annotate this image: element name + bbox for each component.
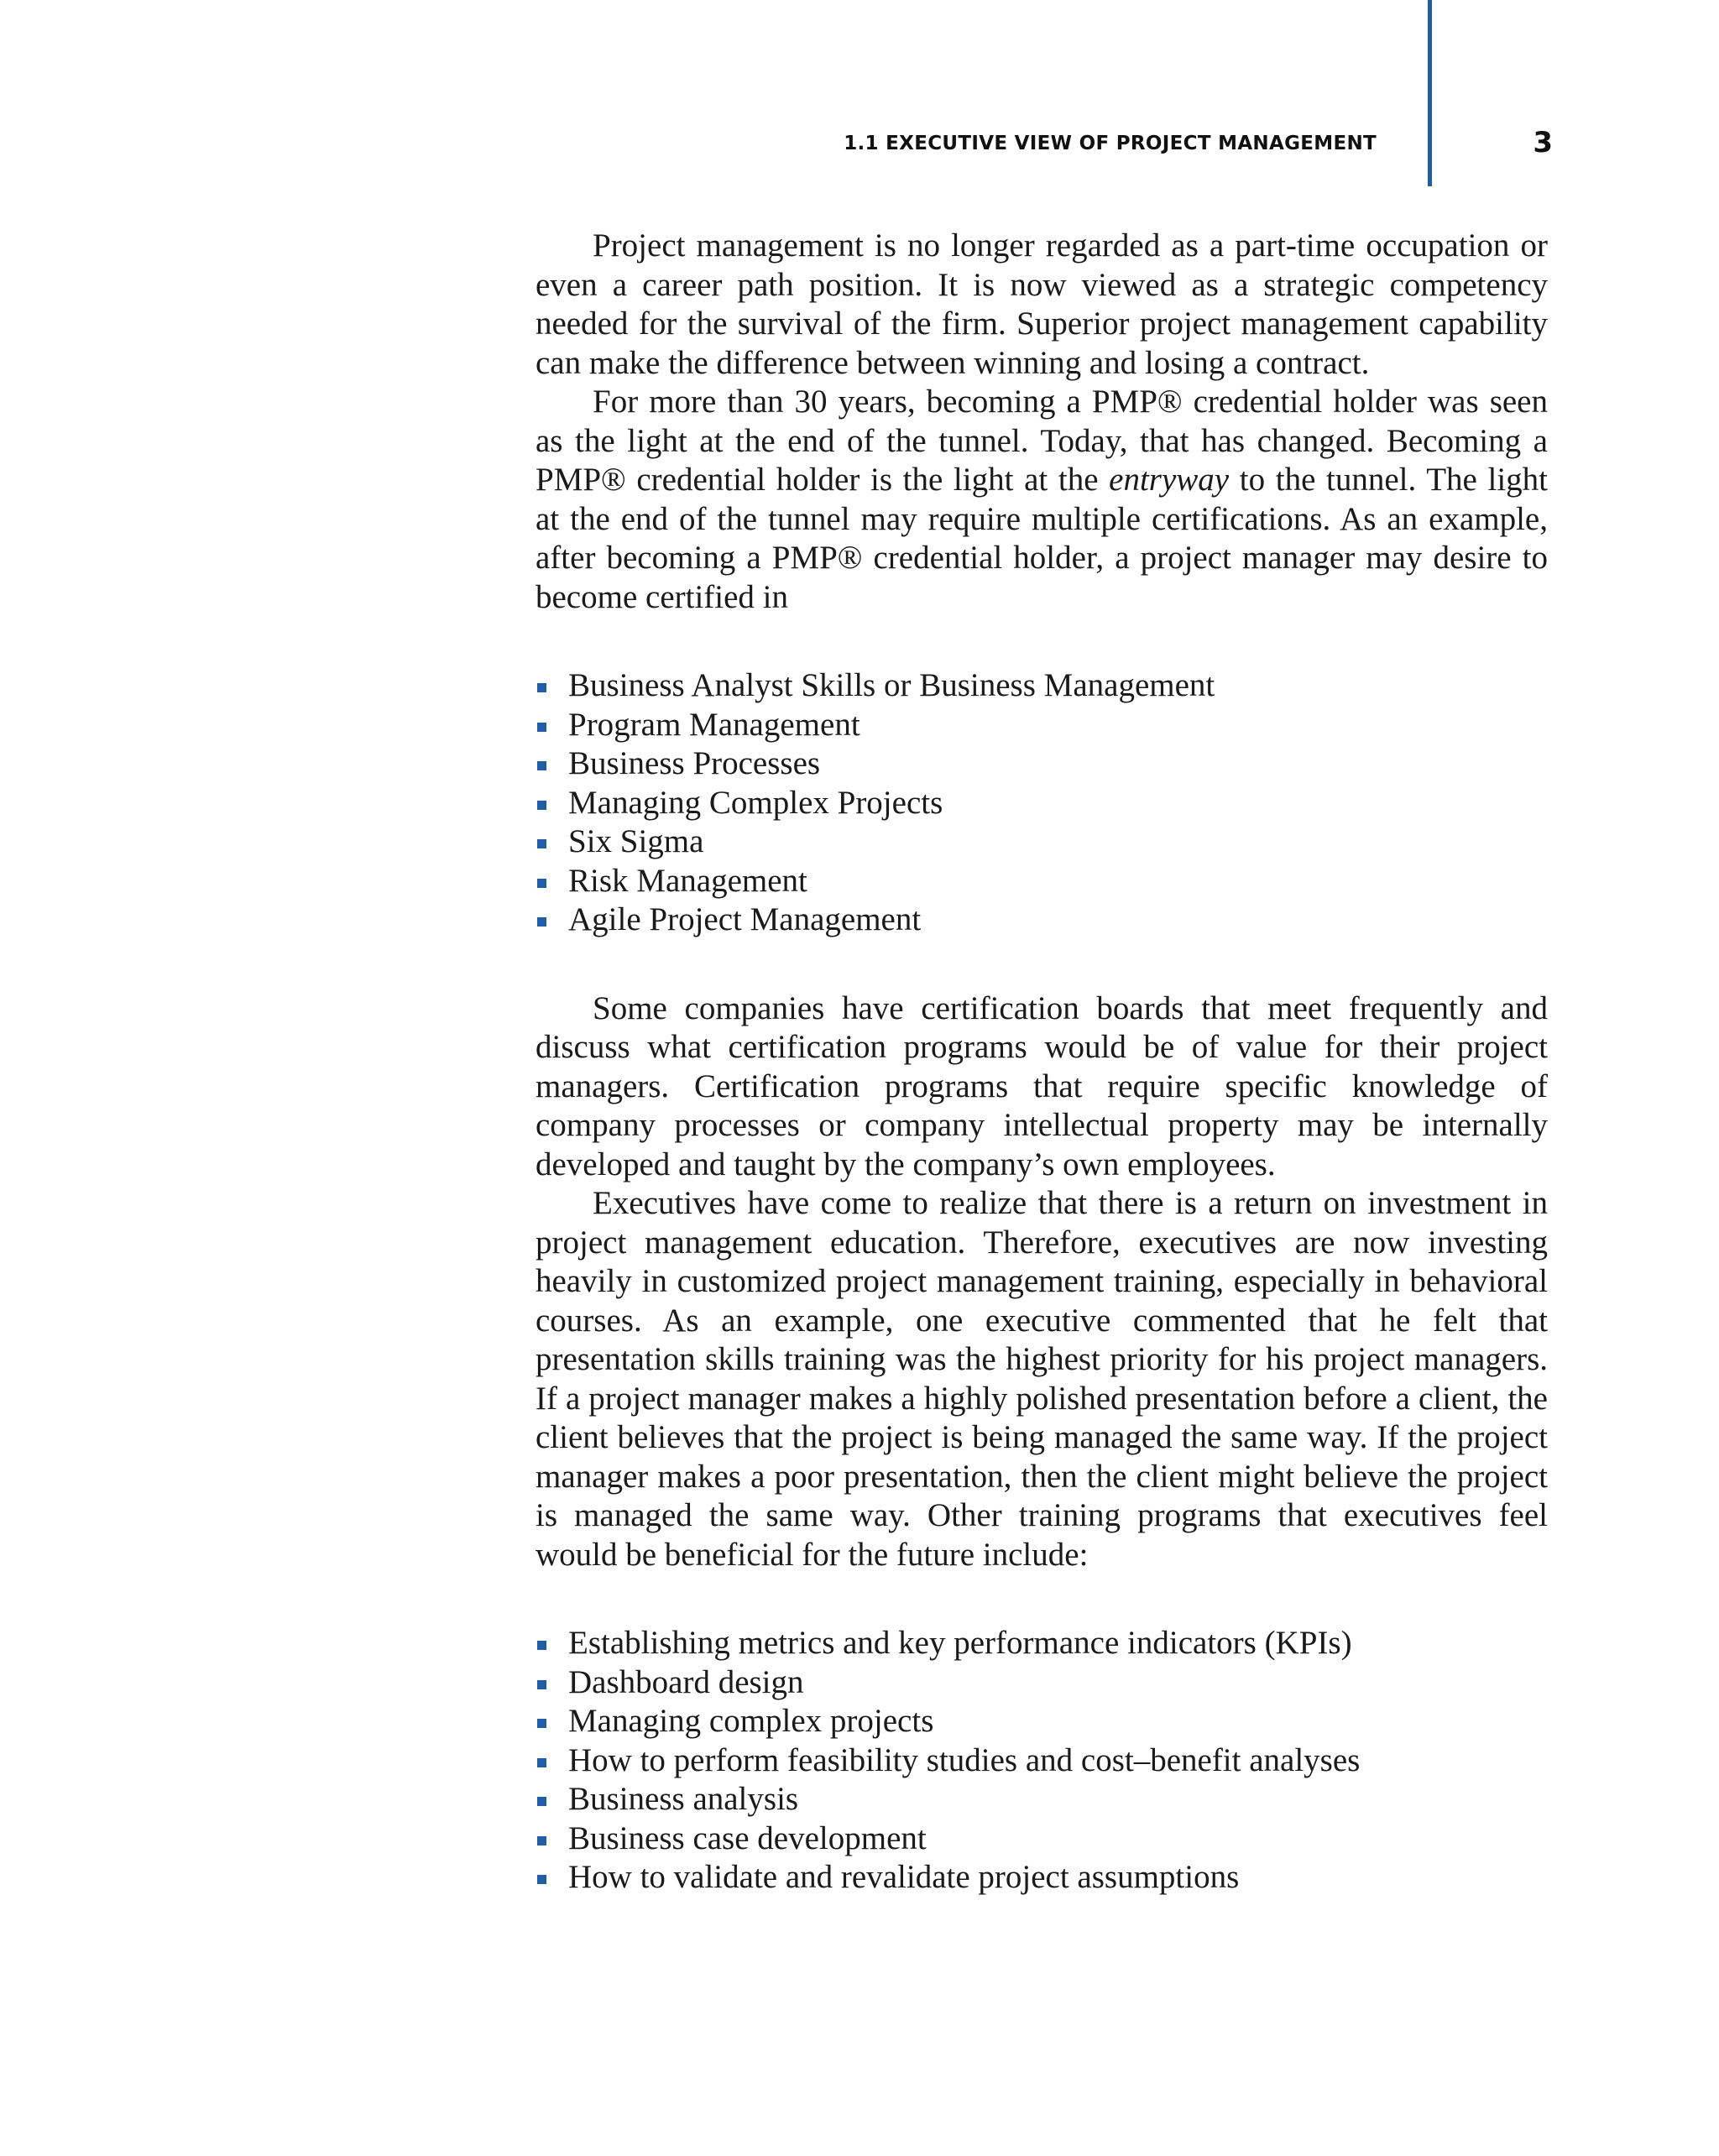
bullet-square-icon (537, 839, 546, 848)
emphasis-text: entryway (1109, 462, 1230, 498)
list-item: Business analysis (536, 1780, 1548, 1819)
paragraph: Some companies have certification boards that meet frequently and discuss what certification programs would be of value for their project managers. Certification programs that require specific knowledge of company processes or company intellectual property may be internally developed and taught by the company’s own employees. (536, 989, 1548, 1182)
bullet-square-icon (537, 1680, 546, 1689)
bullet-square-icon (537, 683, 546, 692)
bullet-square-icon (537, 1758, 546, 1767)
list-item: Managing complex projects (536, 1702, 1548, 1741)
bullet-square-icon (537, 1836, 546, 1845)
list-item: Managing Complex Projects (536, 784, 1548, 823)
bullet-square-icon (537, 917, 546, 927)
list-item: How to perform feasibility studies and cost–benefit analyses (536, 1741, 1548, 1781)
paragraph: For more than 30 years, becoming a PMP® credential holder was seen as the light at the end of the tunnel. Today, that has changed. Becoming a PMP® credential holder is the light at the entryway to the tunnel. The light at the end of the tunnel may require multiple certifications. As an example, after becoming a PMP® credential holder, a project manager may desire to become certified in (536, 384, 1548, 615)
bullet-square-icon (537, 761, 546, 770)
list-item: Program Management (536, 706, 1548, 745)
training-list (536, 1624, 1548, 1898)
bullet-square-icon (537, 1641, 546, 1650)
bullet-square-icon (537, 801, 546, 810)
certification-list (536, 666, 1548, 940)
body-text (536, 227, 1548, 1898)
list-item: Business Analyst Skills or Business Management (536, 666, 1548, 706)
list-item: Dashboard design (536, 1663, 1548, 1703)
header-divider-rule (1428, 0, 1432, 186)
list-item: Establishing metrics and key performance indicators (KPIs) (536, 1624, 1548, 1663)
bullet-square-icon (537, 1797, 546, 1806)
paragraph: Project management is no longer regarded as a part-time occupation or even a career path position. It is now viewed as a strategic competency needed for the survival of the firm. Superior project management capability can make the difference between winning and losing a contract. (536, 227, 1548, 381)
list-item: Agile Project Management (536, 901, 1548, 940)
page-number: 3 (1533, 126, 1553, 159)
bullet-square-icon (537, 1719, 546, 1728)
list-item: Business Processes (536, 744, 1548, 784)
bullet-square-icon (537, 723, 546, 732)
list-item: How to validate and revalidate project assumptions (536, 1858, 1548, 1898)
list-item: Six Sigma (536, 822, 1548, 862)
bullet-square-icon (537, 879, 546, 888)
list-item: Business case development (536, 1819, 1548, 1859)
paragraph: Executives have come to realize that there is a return on investment in project management education. Therefore, executives are now investing heavily in customized project management training, especially in behavioral courses. As an example, one executive commented that he felt that presentation skills training was the highest priority for his project managers. If a project manager makes a highly polished presentation before a client, the client believes that the project is being managed the same way. If the project manager makes a poor presentation, then the client might believe the project is managed the same way. Other training programs that executives feel would be beneficial for the future include: (536, 1185, 1548, 1573)
list-item: Risk Management (536, 862, 1548, 901)
running-header-title: 1.1 EXECUTIVE VIEW OF PROJECT MANAGEMENT (844, 133, 1377, 154)
bullet-square-icon (537, 1875, 546, 1884)
